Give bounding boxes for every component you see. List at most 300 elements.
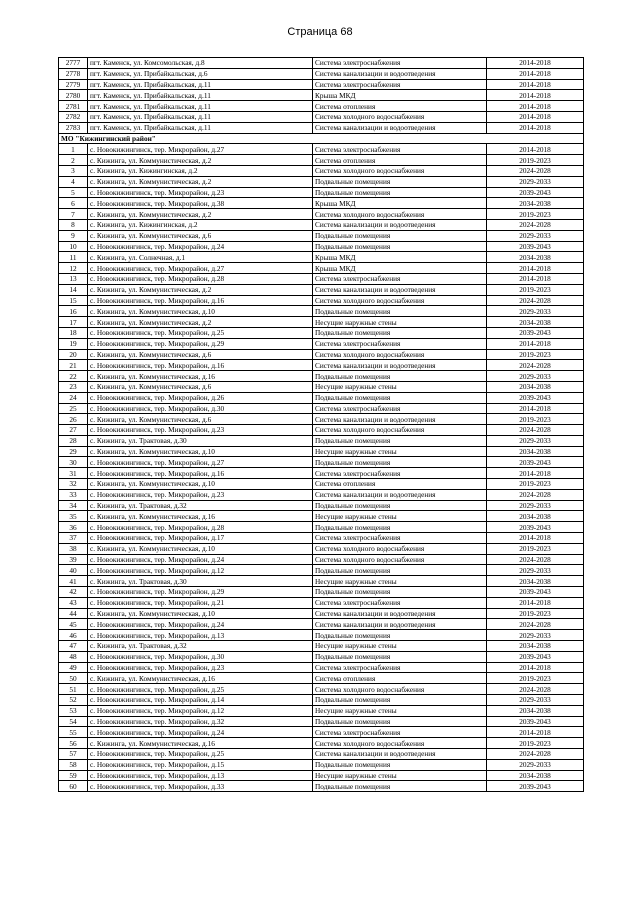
work-type-cell: Несущие наружные стены	[313, 317, 487, 328]
table-row	[59, 414, 584, 425]
period-cell: 2034-2038	[487, 317, 584, 328]
period-cell: 2034-2038	[487, 770, 584, 781]
address-cell: с. Новокижингинск, тер. Микрорайон, д.16	[88, 468, 313, 479]
table-row	[59, 165, 584, 176]
work-type-cell: Система электроснабжения	[313, 403, 487, 414]
table-row	[59, 608, 584, 619]
row-number: 53	[59, 705, 88, 716]
work-type-cell: Крыша МКД	[313, 90, 487, 101]
row-number: 31	[59, 468, 88, 479]
row-number: 35	[59, 511, 88, 522]
period-cell: 2024-2028	[487, 749, 584, 760]
period-cell: 2024-2028	[487, 554, 584, 565]
address-cell: с. Кижинга, ул. Трактовая, д.32	[88, 641, 313, 652]
period-cell: 2039-2043	[487, 522, 584, 533]
work-type-cell: Подвальные помещения	[313, 759, 487, 770]
work-type-cell: Несущие наружные стены	[313, 381, 487, 392]
address-cell: с. Кижинга, ул. Коммунистическая, д.2	[88, 155, 313, 166]
work-type-cell: Подвальные помещения	[313, 587, 487, 598]
period-cell: 2034-2038	[487, 381, 584, 392]
period-cell: 2034-2038	[487, 705, 584, 716]
table-row	[59, 317, 584, 328]
address-cell: с. Новокижингинск, тер. Микрорайон, д.16	[88, 295, 313, 306]
period-cell: 2024-2028	[487, 425, 584, 436]
table-row	[59, 727, 584, 738]
table-row	[59, 176, 584, 187]
period-cell: 2014-2018	[487, 597, 584, 608]
address-cell: с. Кижинга, ул. Солнечная, д.1	[88, 252, 313, 263]
row-number: 55	[59, 727, 88, 738]
table-row	[59, 101, 584, 112]
table-row	[59, 576, 584, 587]
row-number: 2781	[59, 101, 88, 112]
table-row	[59, 500, 584, 511]
period-cell: 2014-2018	[487, 338, 584, 349]
table-row	[59, 111, 584, 122]
work-type-cell: Подвальные помещения	[313, 392, 487, 403]
row-number: 36	[59, 522, 88, 533]
work-type-cell: Система электроснабжения	[313, 338, 487, 349]
table-row	[59, 219, 584, 230]
period-cell: 2039-2043	[487, 587, 584, 598]
period-cell: 2019-2023	[487, 414, 584, 425]
table-row	[59, 360, 584, 371]
table-row	[59, 522, 584, 533]
address-cell: с. Новокижингинск, тер. Микрорайон, д.12	[88, 565, 313, 576]
period-cell: 2014-2018	[487, 263, 584, 274]
work-type-cell: Подвальные помещения	[313, 241, 487, 252]
period-cell: 2014-2018	[487, 727, 584, 738]
row-number: 2778	[59, 68, 88, 79]
address-cell: с. Кижинга, ул. Коммунистическая, д.16	[88, 371, 313, 382]
row-number: 2777	[59, 58, 88, 69]
work-type-cell: Система холодного водоснабжения	[313, 425, 487, 436]
row-number: 54	[59, 716, 88, 727]
work-type-cell: Система канализации и водоотведения	[313, 619, 487, 630]
work-type-cell: Система холодного водоснабжения	[313, 349, 487, 360]
row-number: 5	[59, 187, 88, 198]
section-title: МО "Кижингинский район"	[59, 133, 584, 144]
period-cell: 2024-2028	[487, 619, 584, 630]
period-cell: 2014-2018	[487, 468, 584, 479]
row-number: 3	[59, 165, 88, 176]
row-number: 60	[59, 781, 88, 792]
period-cell: 2039-2043	[487, 241, 584, 252]
address-cell: с. Новокижингинск, тер. Микрорайон, д.24	[88, 727, 313, 738]
table-row	[59, 155, 584, 166]
work-type-cell: Подвальные помещения	[313, 230, 487, 241]
work-type-cell: Подвальные помещения	[313, 187, 487, 198]
address-cell: с. Кижинга, ул. Коммунистическая, д.10	[88, 608, 313, 619]
address-cell: с. Новокижингинск, тер. Микрорайон, д.23	[88, 425, 313, 436]
work-type-cell: Система канализации и водоотведения	[313, 219, 487, 230]
row-number: 15	[59, 295, 88, 306]
address-cell: с. Кижинга, ул. Коммунистическая, д.10	[88, 479, 313, 490]
address-cell: с. Новокижингинск, тер. Микрорайон, д.27	[88, 144, 313, 155]
work-type-cell: Система холодного водоснабжения	[313, 165, 487, 176]
address-cell: пгт. Каменск, ул. Прибайкальская, д.11	[88, 122, 313, 133]
work-type-cell: Подвальные помещения	[313, 306, 487, 317]
table-row	[59, 79, 584, 90]
table-row	[59, 284, 584, 295]
row-number: 37	[59, 533, 88, 544]
period-cell: 2024-2028	[487, 360, 584, 371]
table-row	[59, 338, 584, 349]
address-cell: с. Новокижингинск, тер. Микрорайон, д.25	[88, 684, 313, 695]
work-type-cell: Система канализации и водоотведения	[313, 414, 487, 425]
period-cell: 2014-2018	[487, 58, 584, 69]
work-type-cell: Система канализации и водоотведения	[313, 749, 487, 760]
address-cell: с. Кижинга, ул. Коммунистическая, д.6	[88, 349, 313, 360]
work-type-cell: Подвальные помещения	[313, 435, 487, 446]
address-cell: с. Новокижингинск, тер. Микрорайон, д.24	[88, 554, 313, 565]
row-number: 58	[59, 759, 88, 770]
address-cell: с. Новокижингинск, тер. Микрорайон, д.38	[88, 198, 313, 209]
period-cell: 2029-2033	[487, 435, 584, 446]
table-body-after-section	[59, 144, 584, 792]
table-row	[59, 673, 584, 684]
address-cell: с. Новокижингинск, тер. Микрорайон, д.23	[88, 187, 313, 198]
address-cell: с. Кижинга, ул. Трактовая, д.30	[88, 576, 313, 587]
repair-schedule-table	[58, 57, 584, 792]
period-cell: 2034-2038	[487, 446, 584, 457]
table-row	[59, 738, 584, 749]
table-row	[59, 695, 584, 706]
address-cell: с. Новокижингинск, тер. Микрорайон, д.17	[88, 533, 313, 544]
row-number: 17	[59, 317, 88, 328]
table-row	[59, 662, 584, 673]
period-cell: 2019-2023	[487, 738, 584, 749]
work-type-cell: Система отопления	[313, 479, 487, 490]
work-type-cell: Система электроснабжения	[313, 727, 487, 738]
row-number: 11	[59, 252, 88, 263]
period-cell: 2019-2023	[487, 608, 584, 619]
work-type-cell: Несущие наружные стены	[313, 446, 487, 457]
work-type-cell: Система электроснабжения	[313, 58, 487, 69]
row-number: 46	[59, 630, 88, 641]
work-type-cell: Система холодного водоснабжения	[313, 209, 487, 220]
work-type-cell: Система электроснабжения	[313, 468, 487, 479]
address-cell: с. Новокижингинск, тер. Микрорайон, д.14	[88, 695, 313, 706]
address-cell: с. Кижинга, ул. Коммунистическая, д.10	[88, 446, 313, 457]
work-type-cell: Крыша МКД	[313, 198, 487, 209]
work-type-cell: Система канализации и водоотведения	[313, 284, 487, 295]
period-cell: 2039-2043	[487, 716, 584, 727]
address-cell: с. Кижинга, ул. Коммунистическая, д.16	[88, 738, 313, 749]
work-type-cell: Подвальные помещения	[313, 500, 487, 511]
table-row	[59, 403, 584, 414]
period-cell: 2019-2023	[487, 543, 584, 554]
period-cell: 2034-2038	[487, 576, 584, 587]
period-cell: 2034-2038	[487, 641, 584, 652]
row-number: 10	[59, 241, 88, 252]
table-row	[59, 392, 584, 403]
table-row	[59, 230, 584, 241]
period-cell: 2029-2033	[487, 759, 584, 770]
period-cell: 2014-2018	[487, 403, 584, 414]
row-number: 41	[59, 576, 88, 587]
address-cell: с. Кижинга, ул. Коммунистическая, д.2	[88, 209, 313, 220]
row-number: 20	[59, 349, 88, 360]
address-cell: с. Новокижингинск, тер. Микрорайон, д.27	[88, 457, 313, 468]
work-type-cell: Система холодного водоснабжения	[313, 295, 487, 306]
row-number: 45	[59, 619, 88, 630]
period-cell: 2029-2033	[487, 565, 584, 576]
work-type-cell: Система электроснабжения	[313, 533, 487, 544]
period-cell: 2024-2028	[487, 165, 584, 176]
work-type-cell: Несущие наружные стены	[313, 576, 487, 587]
table-row	[59, 187, 584, 198]
address-cell: с. Новокижингинск, тер. Микрорайон, д.16	[88, 360, 313, 371]
work-type-cell: Несущие наружные стены	[313, 511, 487, 522]
row-number: 27	[59, 425, 88, 436]
address-cell: с. Новокижингинск, тер. Микрорайон, д.23	[88, 662, 313, 673]
work-type-cell: Система канализации и водоотведения	[313, 360, 487, 371]
work-type-cell: Система холодного водоснабжения	[313, 684, 487, 695]
row-number: 19	[59, 338, 88, 349]
address-cell: с. Новокижингинск, тер. Микрорайон, д.23	[88, 489, 313, 500]
address-cell: с. Кижинга, ул. Коммунистическая, д.6	[88, 381, 313, 392]
address-cell: с. Кижинга, ул. Коммунистическая, д.2	[88, 317, 313, 328]
table-row	[59, 425, 584, 436]
work-type-cell: Подвальные помещения	[313, 176, 487, 187]
table-row	[59, 479, 584, 490]
work-type-cell: Крыша МКД	[313, 263, 487, 274]
period-cell: 2019-2023	[487, 155, 584, 166]
table-row	[59, 241, 584, 252]
address-cell: с. Новокижингинск, тер. Микрорайон, д.27	[88, 263, 313, 274]
table-row	[59, 273, 584, 284]
table-row	[59, 587, 584, 598]
table-row	[59, 770, 584, 781]
row-number: 25	[59, 403, 88, 414]
address-cell: с. Новокижингинск, тер. Микрорайон, д.12	[88, 705, 313, 716]
page-number-header: Страница 68	[287, 26, 353, 38]
work-type-cell: Подвальные помещения	[313, 630, 487, 641]
period-cell: 2029-2033	[487, 695, 584, 706]
table-row	[59, 435, 584, 446]
address-cell: с. Новокижингинск, тер. Микрорайон, д.28	[88, 522, 313, 533]
period-cell: 2029-2033	[487, 230, 584, 241]
address-cell: с. Новокижингинск, тер. Микрорайон, д.25	[88, 327, 313, 338]
work-type-cell: Система электроснабжения	[313, 662, 487, 673]
row-number: 18	[59, 327, 88, 338]
work-type-cell: Крыша МКД	[313, 252, 487, 263]
row-number: 44	[59, 608, 88, 619]
row-number: 7	[59, 209, 88, 220]
row-number: 43	[59, 597, 88, 608]
address-cell: с. Кижинга, ул. Коммунистическая, д.2	[88, 284, 313, 295]
address-cell: с. Новокижингинск, тер. Микрорайон, д.28	[88, 273, 313, 284]
work-type-cell: Несущие наружные стены	[313, 770, 487, 781]
address-cell: с. Новокижингинск, тер. Микрорайон, д.29	[88, 338, 313, 349]
work-type-cell: Система холодного водоснабжения	[313, 738, 487, 749]
work-type-cell: Система электроснабжения	[313, 597, 487, 608]
period-cell: 2029-2033	[487, 176, 584, 187]
work-type-cell: Подвальные помещения	[313, 327, 487, 338]
address-cell: с. Новокижингинск, тер. Микрорайон, д.15	[88, 759, 313, 770]
period-cell: 2024-2028	[487, 684, 584, 695]
address-cell: с. Кижинга, ул. Коммунистическая, д.10	[88, 306, 313, 317]
work-type-cell: Система электроснабжения	[313, 79, 487, 90]
table-row	[59, 371, 584, 382]
period-cell: 2039-2043	[487, 187, 584, 198]
table-row	[59, 327, 584, 338]
work-type-cell: Подвальные помещения	[313, 565, 487, 576]
period-cell: 2019-2023	[487, 284, 584, 295]
period-cell: 2039-2043	[487, 327, 584, 338]
period-cell: 2039-2043	[487, 392, 584, 403]
address-cell: с. Кижинга, ул. Коммунистическая, д.6	[88, 414, 313, 425]
period-cell: 2014-2018	[487, 144, 584, 155]
address-cell: с. Новокижингинск, тер. Микрорайон, д.21	[88, 597, 313, 608]
work-type-cell: Подвальные помещения	[313, 522, 487, 533]
table-row	[59, 684, 584, 695]
table-row	[59, 705, 584, 716]
period-cell: 2034-2038	[487, 198, 584, 209]
period-cell: 2014-2018	[487, 533, 584, 544]
row-number: 2782	[59, 111, 88, 122]
period-cell: 2039-2043	[487, 781, 584, 792]
address-cell: с. Новокижингинск, тер. Микрорайон, д.29	[88, 587, 313, 598]
row-number: 16	[59, 306, 88, 317]
table-row	[59, 90, 584, 101]
period-cell: 2019-2023	[487, 673, 584, 684]
table-row	[59, 144, 584, 155]
work-type-cell: Подвальные помещения	[313, 371, 487, 382]
period-cell: 2014-2018	[487, 90, 584, 101]
table-row	[59, 716, 584, 727]
address-cell: с. Новокижингинск, тер. Микрорайон, д.32	[88, 716, 313, 727]
address-cell: с. Кижинга, ул. Кижингинская, д.2	[88, 219, 313, 230]
row-number: 12	[59, 263, 88, 274]
table-row	[59, 306, 584, 317]
row-number: 33	[59, 489, 88, 500]
work-type-cell: Система холодного водоснабжения	[313, 111, 487, 122]
work-type-cell: Система канализации и водоотведения	[313, 608, 487, 619]
row-number: 52	[59, 695, 88, 706]
table-row	[59, 468, 584, 479]
row-number: 9	[59, 230, 88, 241]
row-number: 34	[59, 500, 88, 511]
row-number: 1	[59, 144, 88, 155]
work-type-cell: Подвальные помещения	[313, 651, 487, 662]
address-cell: пгт. Каменск, ул. Прибайкальская, д.11	[88, 111, 313, 122]
work-type-cell: Подвальные помещения	[313, 695, 487, 706]
period-cell: 2014-2018	[487, 662, 584, 673]
row-number: 38	[59, 543, 88, 554]
address-cell: с. Новокижингинск, тер. Микрорайон, д.24	[88, 241, 313, 252]
table-row	[59, 565, 584, 576]
row-number: 14	[59, 284, 88, 295]
work-type-cell: Система холодного водоснабжения	[313, 543, 487, 554]
period-cell: 2014-2018	[487, 68, 584, 79]
address-cell: пгт. Каменск, ул. Прибайкальская, д.11	[88, 90, 313, 101]
work-type-cell: Система канализации и водоотведения	[313, 68, 487, 79]
period-cell: 2034-2038	[487, 511, 584, 522]
address-cell: с. Новокижингинск, тер. Микрорайон, д.25	[88, 749, 313, 760]
table-row	[59, 597, 584, 608]
table-row	[59, 457, 584, 468]
period-cell: 2024-2028	[487, 219, 584, 230]
work-type-cell: Система отопления	[313, 101, 487, 112]
address-cell: пгт. Каменск, ул. Прибайкальская, д.11	[88, 79, 313, 90]
period-cell: 2029-2033	[487, 371, 584, 382]
row-number: 49	[59, 662, 88, 673]
address-cell: с. Кижинга, ул. Коммунистическая, д.2	[88, 176, 313, 187]
work-type-cell: Несущие наружные стены	[313, 641, 487, 652]
row-number: 2779	[59, 79, 88, 90]
period-cell: 2024-2028	[487, 489, 584, 500]
table-row	[59, 511, 584, 522]
row-number: 29	[59, 446, 88, 457]
row-number: 2	[59, 155, 88, 166]
table-row	[59, 198, 584, 209]
table-row	[59, 122, 584, 133]
table-row	[59, 209, 584, 220]
table-row	[59, 554, 584, 565]
work-type-cell: Система холодного водоснабжения	[313, 554, 487, 565]
address-cell: с. Кижинга, ул. Коммунистическая, д.10	[88, 543, 313, 554]
row-number: 59	[59, 770, 88, 781]
row-number: 2783	[59, 122, 88, 133]
row-number: 26	[59, 414, 88, 425]
row-number: 6	[59, 198, 88, 209]
table-row	[59, 489, 584, 500]
period-cell: 2014-2018	[487, 79, 584, 90]
period-cell: 2014-2018	[487, 273, 584, 284]
period-cell: 2029-2033	[487, 306, 584, 317]
table-row	[59, 781, 584, 792]
table-row	[59, 759, 584, 770]
period-cell: 2029-2033	[487, 500, 584, 511]
address-cell: пгт. Каменск, ул. Комсомольская, д.8	[88, 58, 313, 69]
table-row	[59, 263, 584, 274]
work-type-cell: Система отопления	[313, 155, 487, 166]
period-cell: 2039-2043	[487, 457, 584, 468]
work-type-cell: Система электроснабжения	[313, 273, 487, 284]
row-number: 57	[59, 749, 88, 760]
period-cell: 2039-2043	[487, 651, 584, 662]
address-cell: пгт. Каменск, ул. Прибайкальская, д.11	[88, 101, 313, 112]
row-number: 13	[59, 273, 88, 284]
section-row	[59, 133, 584, 144]
table-row	[59, 446, 584, 457]
row-number: 47	[59, 641, 88, 652]
row-number: 4	[59, 176, 88, 187]
row-number: 42	[59, 587, 88, 598]
work-type-cell: Система канализации и водоотведения	[313, 122, 487, 133]
row-number: 24	[59, 392, 88, 403]
work-type-cell: Система канализации и водоотведения	[313, 489, 487, 500]
table-row	[59, 619, 584, 630]
work-type-cell: Несущие наружные стены	[313, 705, 487, 716]
period-cell: 2019-2023	[487, 209, 584, 220]
table-row	[59, 68, 584, 79]
period-cell: 2014-2018	[487, 122, 584, 133]
row-number: 40	[59, 565, 88, 576]
row-number: 39	[59, 554, 88, 565]
table-row	[59, 252, 584, 263]
table-row	[59, 295, 584, 306]
period-cell: 2014-2018	[487, 101, 584, 112]
address-cell: с. Новокижингинск, тер. Микрорайон, д.33	[88, 781, 313, 792]
table-row	[59, 381, 584, 392]
row-number: 23	[59, 381, 88, 392]
work-type-cell: Система отопления	[313, 673, 487, 684]
table-row	[59, 651, 584, 662]
row-number: 56	[59, 738, 88, 749]
